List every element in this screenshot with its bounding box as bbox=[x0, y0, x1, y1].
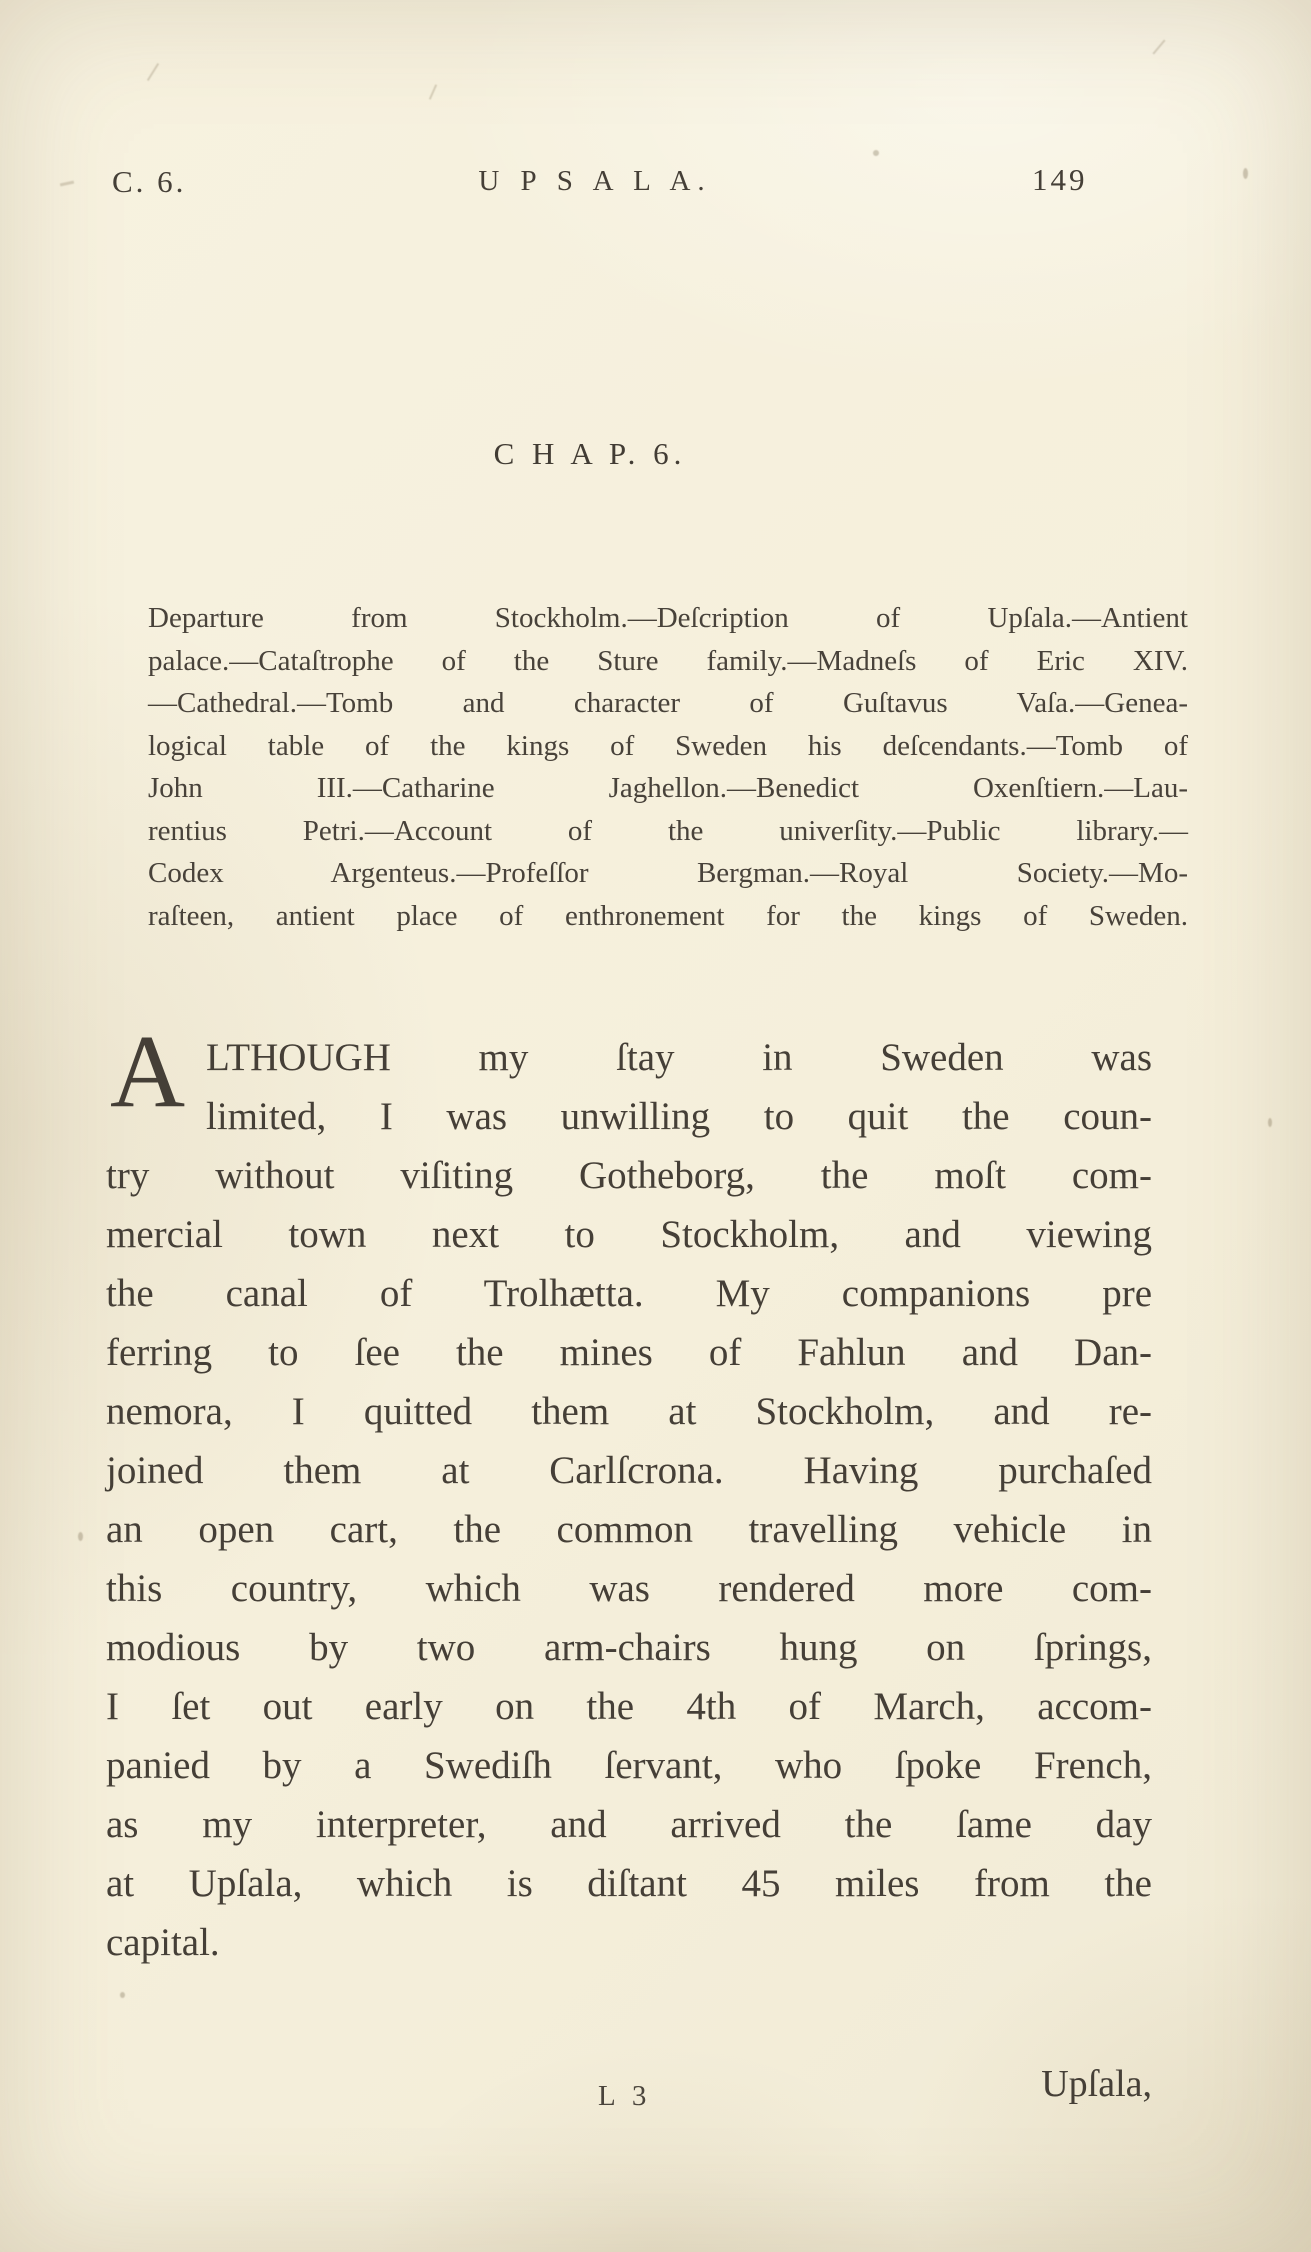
summary-line: raſteen, antient place of enthronement for the kings of Sweden. bbox=[148, 899, 1188, 932]
body-line: joined them at Carlſcrona. Having purchaſed bbox=[106, 1449, 1152, 1492]
summary-line: logical table of the kings of Sweden his deſcendants.—Tomb of bbox=[148, 729, 1188, 762]
body-line: as my interpreter, and arrived the ſame day bbox=[106, 1803, 1152, 1846]
ink-speck bbox=[873, 150, 879, 156]
catchword: Upſala, bbox=[1041, 2063, 1152, 2105]
ink-mark bbox=[147, 63, 159, 81]
body-line: modious by two arm-chairs hung on ſprings, bbox=[106, 1626, 1152, 1669]
ink-speck bbox=[120, 1992, 125, 1998]
body-line: at Upſala, which is diſtant 45 miles from the bbox=[106, 1862, 1152, 1905]
header-chapter-ref: C. 6. bbox=[112, 164, 187, 199]
chapter-heading: C H A P. 6. bbox=[493, 436, 687, 471]
body-line: try without viſiting Gotheborg, the moſt com- bbox=[106, 1154, 1152, 1197]
ink-mark bbox=[1152, 39, 1165, 54]
body-line: panied by a Swediſh ſervant, who ſpoke French, bbox=[106, 1744, 1152, 1787]
body-line: an open cart, the common travelling vehicle in bbox=[106, 1508, 1152, 1551]
drop-cap: A bbox=[110, 1014, 186, 1129]
summary-line: —Cathedral.—Tomb and character of Guſtavus Vaſa.—Genea- bbox=[148, 687, 1188, 719]
chapter-summary bbox=[148, 597, 1188, 937]
page-number: 149 bbox=[1032, 162, 1088, 197]
body-line: mercial town next to Stockholm, and viewing bbox=[106, 1213, 1152, 1256]
summary-line: rentius Petri.—Account of the univerſity.—Public library.— bbox=[148, 814, 1188, 847]
ink-speck bbox=[1243, 168, 1248, 179]
body-line: I ſet out early on the 4th of March, accom- bbox=[106, 1685, 1152, 1728]
body-line: the canal of Trolhætta. My companions pre bbox=[106, 1272, 1152, 1315]
ink-speck bbox=[78, 1532, 83, 1541]
body-line: this country, which was rendered more com- bbox=[106, 1567, 1152, 1610]
body-line: limited, I was unwilling to quit the coun- bbox=[206, 1095, 1152, 1138]
running-title: U P S A L A. bbox=[478, 165, 712, 197]
summary-line: John III.—Catharine Jaghellon.—Benedict Oxenſtiern.—Lau- bbox=[148, 772, 1188, 804]
body-line: LTHOUGH my ſtay in Sweden was bbox=[206, 1036, 1152, 1079]
signature-mark: L 3 bbox=[598, 2080, 652, 2112]
body-line: nemora, I quitted them at Stockholm, and re- bbox=[106, 1390, 1152, 1433]
ink-mark bbox=[429, 84, 437, 99]
body-line: capital. bbox=[106, 1921, 220, 1964]
body-line: ferring to ſee the mines of Fahlun and Dan- bbox=[106, 1331, 1152, 1374]
summary-line: Departure from Stockholm.—Deſcription of Upſala.—Antient bbox=[148, 602, 1188, 634]
summary-line: Codex Argenteus.—Profeſſor Bergman.—Royal Society.—Mo- bbox=[148, 857, 1188, 889]
page-header bbox=[0, 162, 1311, 206]
summary-line: palace.—Cataſtrophe of the Sture family.—Madneſs of Eric XIV. bbox=[148, 644, 1188, 677]
body-text bbox=[106, 1014, 1152, 1972]
ink-speck bbox=[1268, 1118, 1272, 1127]
